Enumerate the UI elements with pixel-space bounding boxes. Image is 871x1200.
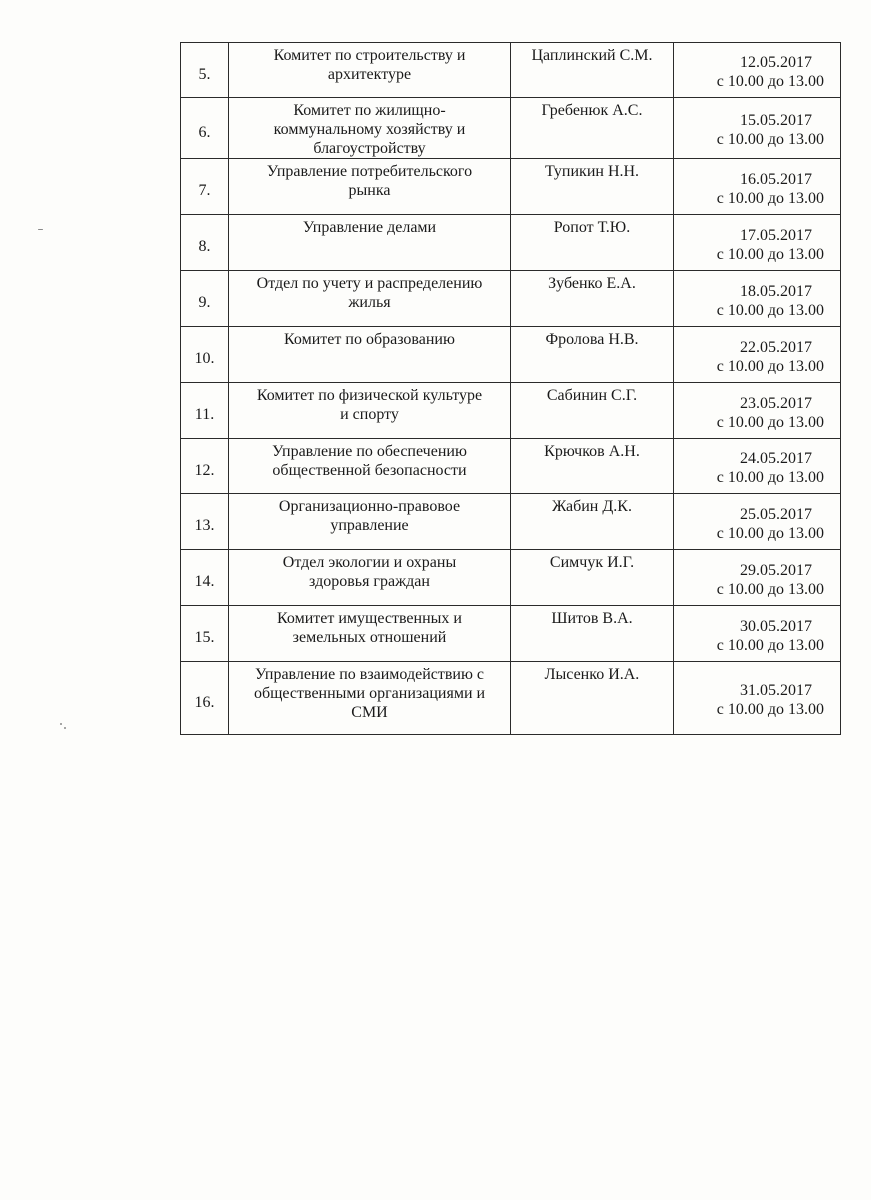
reception-date-cell: [674, 662, 841, 735]
department-name-line: архитектуре: [327, 66, 412, 83]
reception-time: с 10.00 до 13.00: [716, 524, 824, 542]
department-name-line: здоровья граждан: [309, 573, 430, 590]
table-row: [181, 606, 841, 662]
reception-schedule-table: [180, 42, 841, 735]
department-name-cell: [229, 550, 511, 606]
department-name-line: и спорту: [340, 406, 399, 423]
reception-time: с 10.00 до 13.00: [716, 701, 824, 718]
department-name-cell: [229, 383, 511, 439]
responsible-person: Симчук И.Г.: [549, 554, 635, 571]
reception-time: с 10.00 до 13.00: [716, 413, 824, 431]
responsible-person-cell: [511, 383, 674, 439]
row-number-cell: [181, 383, 229, 439]
reception-time: с 10.00 до 13.00: [716, 301, 824, 319]
reception-date: 31.05.2017: [740, 682, 812, 699]
department-name-line: коммунальному хозяйству и: [273, 121, 466, 138]
reception-time: с 10.00 до 13.00: [716, 357, 824, 375]
responsible-person-cell: [511, 271, 674, 327]
row-number: 8.: [198, 238, 211, 255]
responsible-person-cell: [511, 215, 674, 271]
responsible-person: Зубенко Е.А.: [548, 275, 636, 292]
reception-date-cell: [674, 43, 841, 98]
row-number-cell: [181, 606, 229, 662]
department-name-line: Комитет по образованию: [284, 331, 455, 348]
reception-time: с 10.00 до 13.00: [716, 580, 824, 598]
responsible-person: Ропот Т.Ю.: [553, 219, 631, 236]
scan-speck: [60, 723, 62, 725]
reception-date: 23.05.2017: [740, 394, 812, 412]
row-number-cell: [181, 98, 229, 159]
department-name-line: Организационно-правовое: [278, 498, 461, 515]
department-name-line: СМИ: [351, 704, 388, 721]
row-number-cell: [181, 439, 229, 494]
department-name-line: рынка: [348, 182, 391, 199]
reception-date-cell: [674, 383, 841, 439]
row-number-cell: [181, 327, 229, 383]
responsible-person-cell: [511, 327, 674, 383]
reception-date-cell: [674, 606, 841, 662]
responsible-person-cell: [511, 662, 674, 735]
department-name-line: управление: [330, 517, 409, 534]
row-number-cell: [181, 215, 229, 271]
department-name-cell: [229, 662, 511, 735]
reception-date: 30.05.2017: [740, 617, 812, 635]
department-name-line: Управление по обеспечению: [272, 443, 467, 460]
department-name-cell: [229, 606, 511, 662]
responsible-person: Гребенюк А.С.: [541, 102, 643, 119]
table-row: [181, 215, 841, 271]
reception-date: 15.05.2017: [740, 112, 812, 129]
reception-time: с 10.00 до 13.00: [716, 469, 824, 486]
responsible-person: Крючков А.Н.: [544, 443, 640, 460]
department-name-line: Комитет имущественных и: [277, 610, 462, 627]
row-number: 5.: [198, 65, 211, 83]
responsible-person: Жабин Д.К.: [552, 498, 632, 515]
table-row: [181, 383, 841, 439]
table-row: [181, 98, 841, 159]
reception-date-cell: [674, 271, 841, 327]
reception-date: 24.05.2017: [740, 450, 812, 467]
row-number: 11.: [194, 406, 215, 423]
department-name-cell: [229, 271, 511, 327]
department-name-cell: [229, 43, 511, 98]
reception-date-cell: [674, 439, 841, 494]
department-name-line: Управление потребительского: [266, 163, 473, 180]
department-name-line: Управление делами: [302, 219, 437, 236]
reception-time: с 10.00 до 13.00: [716, 73, 824, 90]
reception-date: 18.05.2017: [740, 282, 812, 300]
responsible-person-cell: [511, 439, 674, 494]
department-name-cell: [229, 327, 511, 383]
scan-speck: [64, 727, 66, 729]
department-name-line: Отдел по учету и распределению: [256, 275, 483, 292]
department-name-line: Отдел экологии и охраны: [282, 554, 457, 571]
reception-date-cell: [674, 327, 841, 383]
table-row: [181, 550, 841, 606]
department-name-line: земельных отношений: [292, 629, 447, 646]
row-number: 7.: [198, 182, 211, 199]
responsible-person-cell: [511, 98, 674, 159]
reception-time: с 10.00 до 13.00: [716, 245, 824, 263]
table-row: [181, 327, 841, 383]
department-name-line: Комитет по жилищно-: [293, 102, 446, 119]
reception-date: 25.05.2017: [740, 505, 812, 523]
responsible-person: Сабинин С.Г.: [546, 387, 638, 404]
table-row: [181, 439, 841, 494]
department-name-line: Управление по взаимодействию с: [254, 666, 485, 683]
row-number: 16.: [194, 693, 215, 711]
reception-date: 29.05.2017: [740, 561, 812, 579]
row-number-cell: [181, 662, 229, 735]
department-name-cell: [229, 98, 511, 159]
responsible-person: Фролова Н.В.: [545, 331, 639, 348]
row-number: 12.: [194, 461, 215, 479]
scan-speck: [38, 229, 43, 230]
row-number: 10.: [194, 350, 215, 367]
reception-date-cell: [674, 494, 841, 550]
reception-date-cell: [674, 98, 841, 159]
table-row: [181, 43, 841, 98]
table-row: [181, 271, 841, 327]
reception-time: с 10.00 до 13.00: [716, 636, 824, 654]
department-name-cell: [229, 439, 511, 494]
row-number-cell: [181, 494, 229, 550]
department-name-line: Комитет по физической культуре: [256, 387, 483, 404]
responsible-person: Цаплинский С.М.: [531, 47, 653, 64]
row-number: 9.: [198, 294, 211, 311]
department-name-line: общественной безопасности: [272, 462, 467, 479]
reception-time: с 10.00 до 13.00: [716, 189, 824, 207]
responsible-person-cell: [511, 550, 674, 606]
table-row: [181, 494, 841, 550]
reception-date: 12.05.2017: [740, 54, 812, 71]
reception-date: 22.05.2017: [740, 338, 812, 356]
responsible-person-cell: [511, 159, 674, 215]
reception-date: 17.05.2017: [740, 226, 812, 244]
row-number-cell: [181, 43, 229, 98]
row-number: 14.: [194, 573, 215, 590]
table-row: [181, 662, 841, 735]
department-name-cell: [229, 494, 511, 550]
row-number-cell: [181, 159, 229, 215]
responsible-person-cell: [511, 606, 674, 662]
department-name-cell: [229, 215, 511, 271]
responsible-person-cell: [511, 494, 674, 550]
reception-date: 16.05.2017: [740, 170, 812, 188]
reception-date-cell: [674, 550, 841, 606]
responsible-person-cell: [511, 43, 674, 98]
table-row: [181, 159, 841, 215]
row-number-cell: [181, 550, 229, 606]
department-name-line: жилья: [348, 294, 391, 311]
reception-time: с 10.00 до 13.00: [716, 131, 824, 148]
responsible-person: Лысенко И.А.: [544, 666, 640, 683]
department-name-line: общественными организациями и: [253, 685, 486, 702]
responsible-person: Шитов В.А.: [551, 610, 633, 627]
table-body: [181, 43, 841, 735]
row-number-cell: [181, 271, 229, 327]
row-number: 15.: [194, 629, 215, 646]
department-name-line: благоустройству: [313, 140, 426, 157]
responsible-person: Тупикин Н.Н.: [544, 163, 640, 180]
reception-date-cell: [674, 159, 841, 215]
reception-date-cell: [674, 215, 841, 271]
row-number: 13.: [194, 517, 215, 534]
row-number: 6.: [198, 123, 211, 141]
department-name-line: Комитет по строительству и: [273, 47, 466, 64]
department-name-cell: [229, 159, 511, 215]
